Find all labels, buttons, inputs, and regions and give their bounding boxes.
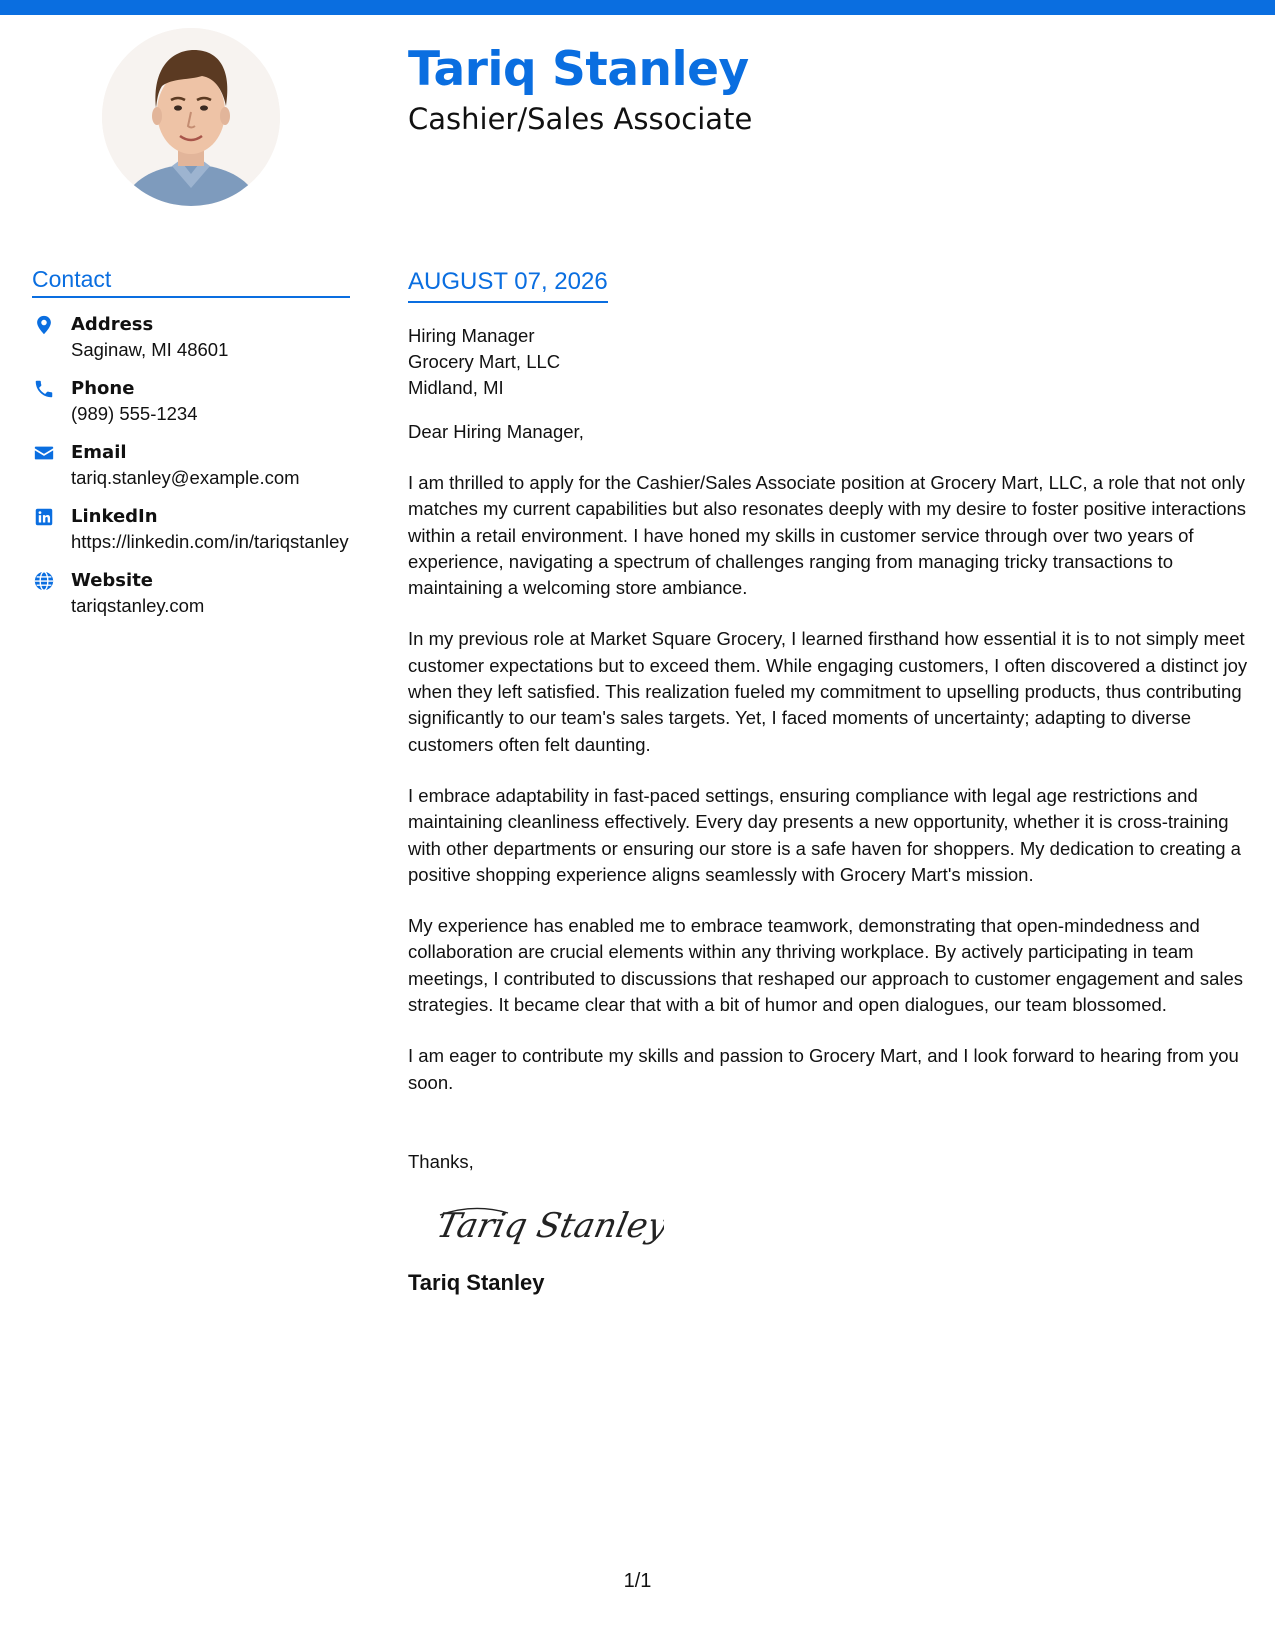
contact-website — [32, 568, 350, 618]
contact-address — [32, 312, 350, 362]
candidate-name: Tariq Stanley — [408, 42, 749, 97]
contact-value: https://linkedin.com/in/tariqstanley — [71, 531, 349, 552]
contact-label: LinkedIn — [71, 506, 158, 527]
letter-paragraph: I am eager to contribute my skills and passion to Grocery Mart, and I look forward to hearing from you soon. — [408, 1045, 1239, 1093]
contact-sidebar — [32, 266, 350, 618]
contact-label: Email — [71, 442, 127, 463]
phone-icon — [33, 378, 55, 400]
linkedin-icon — [33, 506, 55, 528]
envelope-icon — [33, 442, 55, 464]
letter-paragraph: I embrace adaptability in fast-paced settings, ensuring compliance with legal age restrictions and maintaining cleanliness effectively. Every day presents a new opportunity, whether it is cross-training with other departments or ensuring our store is a safe haven for shoppers. My dedication to creating a positive shopping experience aligns seamlessly with Grocery Mart's mission. — [408, 784, 1241, 885]
recipient-company: Grocery Mart, LLC — [408, 351, 561, 372]
contact-heading: Contact — [32, 266, 350, 298]
letter-date: AUGUST 07, 2026 — [408, 268, 608, 303]
contact-email — [32, 440, 350, 490]
contact-value: (989) 555-1234 — [71, 403, 198, 424]
letter-paragraph: My experience has enabled me to embrace teamwork, demonstrating that open-mindedness and collaboration are crucial elements within any thriving workplace. By actively participating in team meetings, I contributed to discussions that reshaped our approach to customer engagement and sales strategies. It became clear that with a bit of humor and open dialogues, our team blossomed. — [408, 915, 1244, 1016]
recipient-block — [408, 323, 1248, 401]
contact-value: Saginaw, MI 48601 — [71, 339, 229, 360]
letter-paragraph: In my previous role at Market Square Grocery, I learned firsthand how essential it is to not simply meet customer expectations but to exceed them. While engaging customers, I often discovered a distinct joy when they left satisfied. This realization fueled my commitment to upselling products, thus contributing significantly to our team's sales targets. Yet, I faced moments of uncertainty; adapting to diverse customers often felt daunting. — [408, 628, 1248, 755]
page-number: 1/1 — [623, 1570, 652, 1592]
svg-text:Tariq Stanley: Tariq Stanley — [434, 1206, 664, 1246]
closing: Thanks, — [408, 1150, 474, 1172]
handwritten-signature — [434, 1195, 664, 1255]
contact-phone — [32, 376, 350, 426]
map-pin-icon — [33, 314, 55, 336]
contact-label: Phone — [71, 378, 135, 399]
salutation: Dear Hiring Manager, — [408, 421, 584, 442]
contact-value: tariq.stanley@example.com — [71, 467, 300, 488]
signer-name: Tariq Stanley — [408, 1269, 545, 1295]
contact-label: Website — [71, 570, 154, 591]
contact-linkedin — [32, 504, 350, 554]
job-title: Cashier/Sales Associate — [408, 102, 753, 136]
letter-body — [408, 268, 1248, 1296]
contact-label: Address — [71, 314, 154, 335]
contact-value: tariqstanley.com — [71, 595, 205, 616]
top-accent-bar — [0, 0, 1275, 15]
recipient-location: Midland, MI — [408, 377, 504, 398]
profile-photo — [102, 28, 280, 206]
recipient-name: Hiring Manager — [408, 325, 535, 346]
letter-paragraph: I am thrilled to apply for the Cashier/Sales Associate position at Grocery Mart, LLC, a role that not only matches my current capabilities but also resonates deeply with my desire to foster positive interactions within a retail environment. I have honed my skills in customer service through over two years of experience, navigating a spectrum of challenges ranging from managing tricky transactions to maintaining a welcoming store ambiance. — [408, 472, 1247, 599]
globe-icon — [33, 570, 55, 592]
